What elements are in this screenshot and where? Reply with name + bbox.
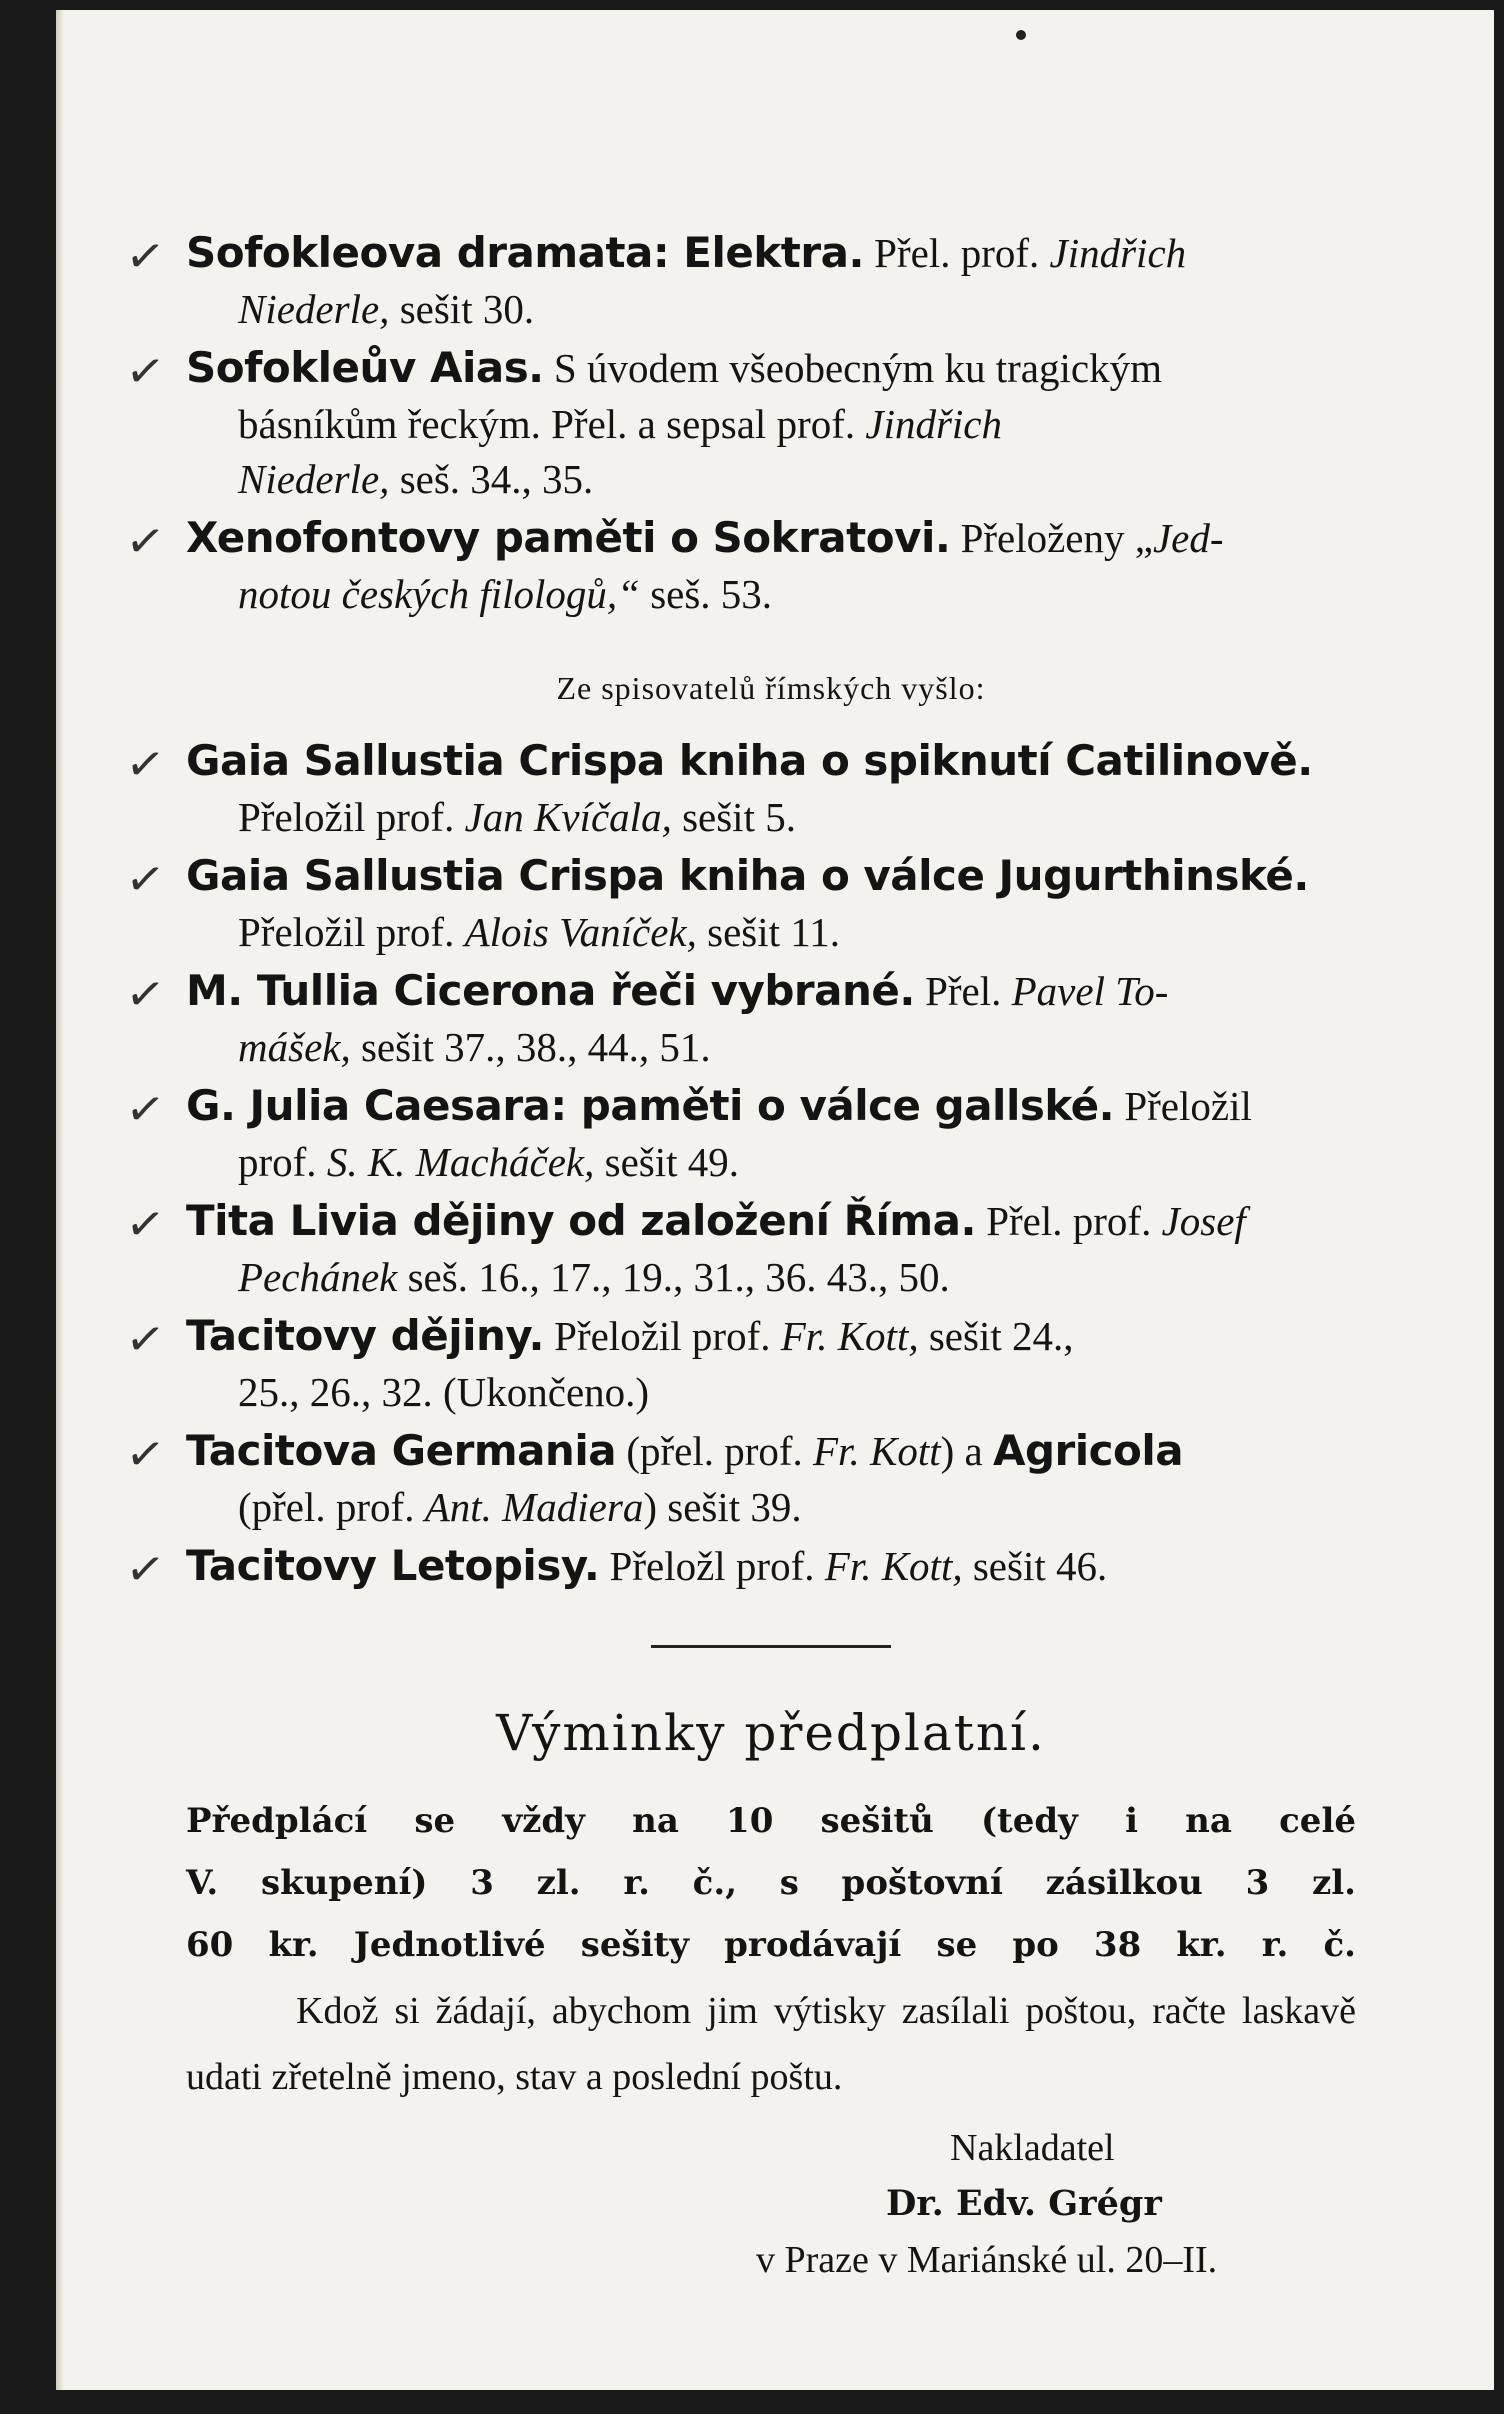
check-mark-icon: ✓	[122, 226, 169, 286]
terms-line: 60 kr. Jednotlivé sešity prodávají se po 38 kr. r. č.	[186, 1925, 1356, 1965]
book-list	[122, 225, 1356, 2288]
entry-title: Tacitovy Letopisy.	[186, 1541, 600, 1590]
entry-title: Tita Livia dějiny od založení Říma.	[186, 1196, 976, 1245]
divider	[651, 1645, 891, 1648]
publisher-label: Nakladatel	[950, 2127, 1115, 2169]
entry-sofokles-aias: ✓ Sofokleův Aias. S úvodem všeobecným ku tragickým básníkům řeckým. Přel. a sepsal prof. Jindřich Niederle, seš. 34., 35.	[122, 341, 1162, 502]
check-mark-icon: ✓	[122, 1309, 169, 1369]
terms-line: V. skupení) 3 zl. r. č., s poštovní zásilkou 3 zl.	[186, 1863, 1356, 1903]
check-mark-icon: ✓	[122, 511, 169, 571]
entry-tacitus-letopisy: ✓ Tacitovy Letopisy. Přeložl prof. Fr. Kott, sešit 46.	[122, 1539, 1108, 1599]
entry-livius: ✓ Tita Livia dějiny od založení Říma. Přel. prof. Josef Pechánek seš. 16., 17., 19., 31., 36. 43., 50.	[122, 1194, 1246, 1300]
entry-title: Xenofontovy paměti o Sokratovi.	[186, 513, 951, 562]
entry-title: Sofokleova dramata: Elektra.	[186, 228, 864, 277]
entry-title: Sofokleův Aias.	[186, 343, 544, 392]
ink-dot	[1016, 30, 1026, 40]
entry-sofokles-elektra: ✓ Sofokleova dramata: Elektra. Přel. prof. Jindřich Niederle, sešit 30.	[122, 226, 1187, 332]
page-edge	[56, 10, 64, 2390]
check-mark-icon: ✓	[122, 734, 169, 794]
entry-title: Tacitova Germania	[186, 1426, 617, 1475]
ordering-paragraph: Kdož si žádají, abychom jim výtisky zasílali poštou, račte laskavě udati zřetelně jmeno, stav a poslední poštu.	[186, 1990, 1356, 2098]
check-mark-icon: ✓	[122, 1424, 169, 1484]
check-mark-icon: ✓	[122, 341, 169, 401]
page	[56, 10, 1494, 2390]
entry-title: G. Julia Caesara: paměti o válce gallské.	[186, 1081, 1115, 1130]
entry-sallust-jugurtha: ✓ Gaia Sallustia Crispa kniha o válce Jugurthinské. Přeložil prof. Alois Vaníček, sešit 11.	[122, 849, 1309, 955]
entry-title: Tacitovy dějiny.	[186, 1311, 544, 1360]
check-mark-icon: ✓	[122, 964, 169, 1024]
section-subheading: Ze spisovatelů římských vyšlo:	[556, 670, 986, 706]
check-mark-icon: ✓	[122, 1539, 169, 1599]
entry-caesar: ✓ G. Julia Caesara: paměti o válce gallské. Přeložil prof. S. K. Macháček, sešit 49.	[122, 1079, 1252, 1185]
publisher-address: v Praze v Mariánské ul. 20–II.	[756, 2239, 1218, 2281]
entry-cicero: ✓ M. Tullia Cicerona řeči vybrané. Přel. Pavel To- mášek, sešit 37., 38., 44., 51.	[122, 964, 1169, 1070]
check-mark-icon: ✓	[122, 849, 169, 909]
check-mark-icon: ✓	[122, 1194, 169, 1254]
entry-xenofon: ✓ Xenofontovy paměti o Sokratovi. Přeloženy „Jed- notou českých filologů,“ seš. 53.	[122, 511, 1224, 617]
entry-title: M. Tullia Cicerona řeči vybrané.	[186, 966, 915, 1015]
check-mark-icon: ✓	[122, 1079, 169, 1139]
entry-title: Gaia Sallustia Crispa kniha o válce Jugurthinské.	[186, 851, 1309, 900]
entry-sallust-catilina: ✓ Gaia Sallustia Crispa kniha o spiknutí Catilinově. Přeložil prof. Jan Kvíčala, sešit 5.	[122, 734, 1313, 840]
publisher-name: Dr. Edv. Grégr	[886, 2183, 1162, 2224]
entry-title: Gaia Sallustia Crispa kniha o spiknutí Catilinově.	[186, 736, 1313, 785]
entry-tacitus-historie: ✓ Tacitovy dějiny. Přeložil prof. Fr. Kott, sešit 24., 25., 26., 32. (Ukončeno.)	[122, 1309, 1074, 1415]
entry-tacitus-germania: ✓ Tacitova Germania (přel. prof. Fr. Kott) a Agricola (přel. prof. Ant. Madiera) sešit 39.	[122, 1424, 1184, 1530]
publisher-block	[186, 2120, 1356, 2288]
terms-line: Předplácí se vždy na 10 sešitů (tedy i na celé	[186, 1801, 1356, 1841]
terms-heading: Výminky předplatní.	[496, 1704, 1046, 1762]
